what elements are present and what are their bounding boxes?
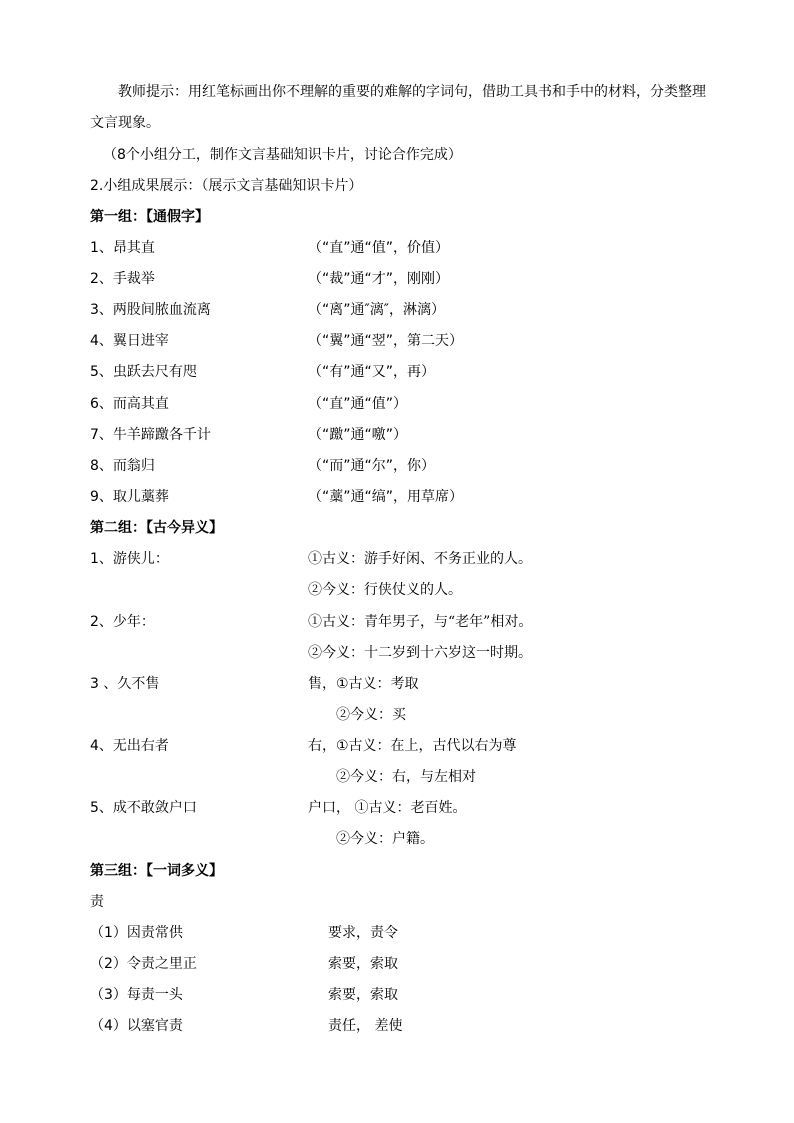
group3-item-meaning: 要求，责令 [328, 925, 398, 941]
group1-item-right: （“直”通“值”） [308, 396, 408, 412]
group1-item-left: 1、昂其直 [90, 240, 155, 256]
group2-item-modern: ②今义：右，与左相对 [336, 769, 476, 785]
group1-item-right: （“藁”通“缟”，用草席） [308, 489, 464, 505]
group2-item-term: 5、成不敢敛户口 [90, 800, 197, 816]
group2-item-term: 1、游侠儿： [90, 551, 169, 567]
group2-item-modern: ②今义：十二岁到十六岁这一时期。 [308, 645, 532, 661]
group1-item-right: （“躈”通“噭”） [308, 427, 408, 443]
group1-heading: 第一组：【通假字】 [90, 209, 209, 225]
group2-item-ancient: 户口， ①古义：老百姓。 [308, 800, 467, 816]
group1-item-left: 7、牛羊蹄躈各千计 [90, 427, 211, 443]
group1-item-right: （“翼”通“翌”，第二天） [308, 333, 464, 349]
group1-item-right: （“直”通“值”，价值） [308, 240, 450, 256]
group2-item-ancient: ①古义：游手好闲、不务正业的人。 [308, 551, 532, 567]
intro-line-3: （8个小组分工，制作文言基础知识卡片，讨论合作完成） [103, 147, 462, 163]
group1-item-right: （“有”通“又”，再） [308, 364, 436, 380]
group3-item-meaning: 索要，索取 [328, 987, 398, 1003]
intro-line-1: 教师提示：用红笔标画出你不理解的重要的难解的字词句，借助工具书和手中的材料，分类整理 [118, 84, 706, 100]
group2-item-ancient: ①古义：青年男子，与“老年”相对。 [308, 614, 533, 630]
group1-item-left: 2、手裁举 [90, 271, 155, 287]
group1-item-right: （“裁”通“才”，刚刚） [308, 271, 450, 287]
intro-line-2: 文言现象。 [90, 115, 160, 131]
group2-item-ancient: 右，①古义：在上，古代以右为尊 [308, 738, 517, 754]
group3-item-meaning: 索要，索取 [328, 956, 398, 972]
group3-item-sentence: （3）每责一头 [90, 987, 183, 1003]
intro-line-4: 2.小组成果展示：（展示文言基础知识卡片） [90, 178, 363, 194]
group2-item-modern: ②今义：买 [336, 707, 406, 723]
group2-item-term: 4、无出右者 [90, 738, 169, 754]
group2-item-modern: ②今义：行侠仗义的人。 [308, 582, 462, 598]
group3-word: 责 [90, 894, 104, 910]
group3-heading: 第三组：【一词多义】 [90, 863, 223, 879]
group1-item-right: （“而”通“尔”，你） [308, 458, 436, 474]
group2-item-modern: ②今义：户籍。 [336, 831, 434, 847]
group2-item-term: 2、少年： [90, 614, 155, 630]
group3-item-sentence: （2）令责之里正 [90, 956, 197, 972]
group1-item-left: 9、取儿藁葬 [90, 489, 169, 505]
group1-item-left: 4、翼日进宰 [90, 333, 169, 349]
group2-item-ancient: 售，①古义：考取 [308, 676, 419, 692]
group1-item-right: （“离”通″漓″，淋漓） [308, 302, 445, 318]
group1-item-left: 5、虫跃去尺有咫 [90, 364, 197, 380]
group1-item-left: 8、而翁归 [90, 458, 155, 474]
group1-item-left: 3、两股间脓血流离 [90, 302, 211, 318]
group3-item-sentence: （1）因责常供 [90, 925, 183, 941]
group3-item-meaning: 责任， 差使 [328, 1018, 403, 1034]
group3-item-sentence: （4）以塞官责 [90, 1018, 183, 1034]
group2-heading: 第二组：【古今异义】 [90, 520, 223, 536]
group1-item-left: 6、而高其直 [90, 396, 169, 412]
group2-item-term: 3 、久不售 [90, 676, 160, 692]
